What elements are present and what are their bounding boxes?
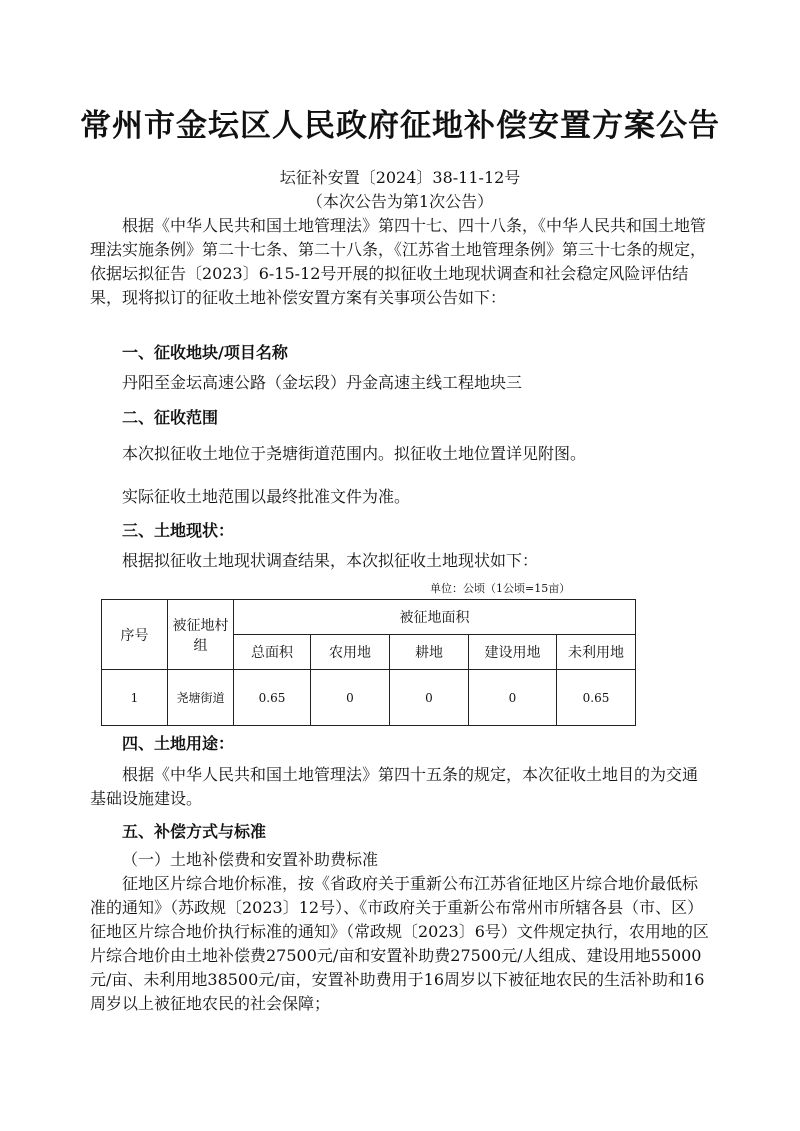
header-construct: 建设用地 [469, 635, 557, 670]
cell-agri: 0 [311, 670, 390, 726]
cell-seq: 1 [102, 670, 168, 726]
section-4-text: 根据《中华人民共和国土地管理法》第四十五条的规定，本次征收土地目的为交通基础设施建设。 [90, 765, 699, 808]
table-header-row [102, 600, 636, 635]
header-total: 总面积 [234, 635, 311, 670]
header-area-group: 被征地面积 [234, 600, 636, 635]
section-5-subheading: （一）土地补偿费和安置补助费标准 [122, 850, 379, 869]
section-2-heading: 二、征收范围 [122, 408, 219, 427]
section-2-text-2: 实际征收土地范围以最终批准文件为准。 [122, 487, 411, 506]
page-title: 常州市金坛区人民政府征地补偿安置方案公告 [80, 108, 720, 144]
intro-paragraph [90, 214, 710, 310]
cell-construct: 0 [469, 670, 557, 726]
announcement-count: （本次公告为第1次公告） [306, 192, 494, 211]
section-5-paragraph [90, 872, 710, 1016]
section-3-heading: 三、土地现状： [122, 521, 235, 540]
header-village: 被征地村组 [168, 600, 234, 670]
cell-total: 0.65 [234, 670, 311, 726]
section-2-text-1: 本次拟征收土地位于尧塘街道范围内。拟征收土地位置详见附图。 [122, 444, 587, 463]
header-seq: 序号 [102, 600, 168, 670]
document-number: 坛征补安置〔2024〕38-11-12号 [279, 168, 521, 187]
intro-text: 根据《中华人民共和国土地管理法》第四十七、四十八条，《中华人民共和国土地管理法实施条例》第二十七条、第二十八条，《江苏省土地管理条例》第三十七条的规定，依据坛拟征告〔2023〕6-15-12号开展的拟征收土地现状调查和社会稳定风险评估结果，现将拟订的征收土地补偿安置方案有关事项公告如下： [90, 216, 707, 307]
section-5-heading: 五、补偿方式与标准 [122, 822, 267, 841]
land-status-table [101, 599, 636, 726]
cell-arable: 0 [390, 670, 469, 726]
section-3-text: 根据拟征收土地现状调查结果，本次拟征收土地现状如下： [122, 551, 539, 570]
section-5-text: 征地区片综合地价标准，按《省政府关于重新公布江苏省征地区片综合地价最低标准的通知》（苏政规〔2023〕12号）、《市政府关于重新公布常州市所辖各县（市、区）征地区片综合地价执行标准的通知》（常政规〔2023〕6号）文件规定执行，农用地的区片综合地价由土地补偿费27500元/亩和安置补助费27500元/人组成、建设用地55000元/亩、未利用地38500元/亩，安置补助费用于16周岁以下被征地农民的生活补助和16周岁以上被征地农民的社会保障； [90, 874, 709, 1013]
table-row [102, 670, 636, 726]
header-unused: 未利用地 [557, 635, 636, 670]
cell-village: 尧塘街道 [168, 670, 234, 726]
section-4-heading: 四、土地用途： [122, 734, 235, 753]
header-arable: 耕地 [390, 635, 469, 670]
header-agri: 农用地 [311, 635, 390, 670]
cell-unused: 0.65 [557, 670, 636, 726]
table-unit-note: 单位：公顷（1公顷=15亩） [430, 582, 571, 595]
section-4-paragraph [90, 763, 710, 811]
section-1-heading: 一、征收地块/项目名称 [122, 343, 288, 362]
section-1-text: 丹阳至金坛高速公路（金坛段）丹金高速主线工程地块三 [122, 373, 523, 392]
